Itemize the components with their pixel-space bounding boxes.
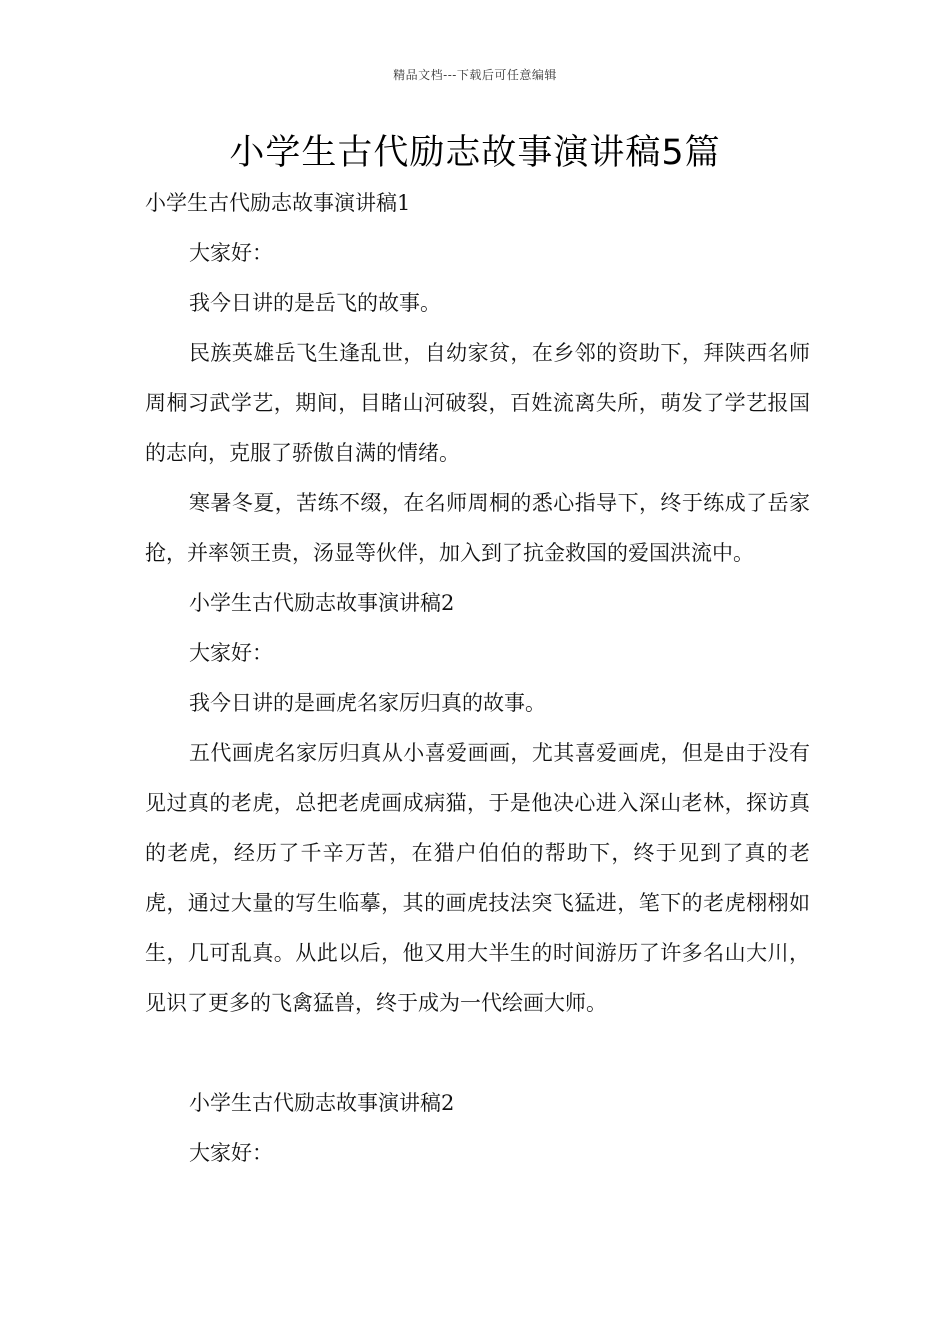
section-1-intro: 我今日讲的是岳飞的故事。 <box>189 291 441 315</box>
section-1-greeting: 大家好： <box>189 241 273 265</box>
section-3-greeting: 大家好： <box>189 1141 273 1165</box>
section-spacer <box>145 1028 810 1078</box>
section-2-paragraph-1: 五代画虎名家厉归真从小喜爱画画，尤其喜爱画虎，但是由于没有见过真的老虎，总把老虎画成病猫，于是他决心进入深山老林，探访真的老虎，经历了千辛万苦，在猎户伯伯的帮助下，终于见到了真的老虎，通过大量的写生临摹，其的画虎技法突飞猛进，笔下的老虎栩栩如生，几可乱真。从此以后，他又用大半生的时间游历了许多名山大川，见识了更多的飞禽猛兽，终于成为一代绘画大师。 <box>145 741 810 1015</box>
section-2-heading: 小学生古代励志故事演讲稿2 <box>189 591 455 615</box>
section-1-paragraph-2: 寒暑冬夏，苦练不缀，在名师周桐的悉心指导下，终于练成了岳家抢，并率领王贵，汤显等伙伴，加入到了抗金救国的爱国洪流中。 <box>145 491 810 565</box>
section-2-intro: 我今日讲的是画虎名家厉归真的故事。 <box>189 691 546 715</box>
section-2-greeting: 大家好： <box>189 641 273 665</box>
document-body <box>145 178 810 1178</box>
page-header-note: 精品文档---下载后可任意编辑 <box>393 68 557 82</box>
section-1-heading: 小学生古代励志故事演讲稿1 <box>145 191 411 215</box>
document-title: 小学生古代励志故事演讲稿5篇 <box>229 133 721 173</box>
section-1-paragraph-1: 民族英雄岳飞生逢乱世，自幼家贫，在乡邻的资助下，拜陕西名师周桐习武学艺，期间，目睹山河破裂，百姓流离失所，萌发了学艺报国的志向，克服了骄傲自满的情绪。 <box>145 341 810 465</box>
section-3-heading: 小学生古代励志故事演讲稿2 <box>189 1091 455 1115</box>
